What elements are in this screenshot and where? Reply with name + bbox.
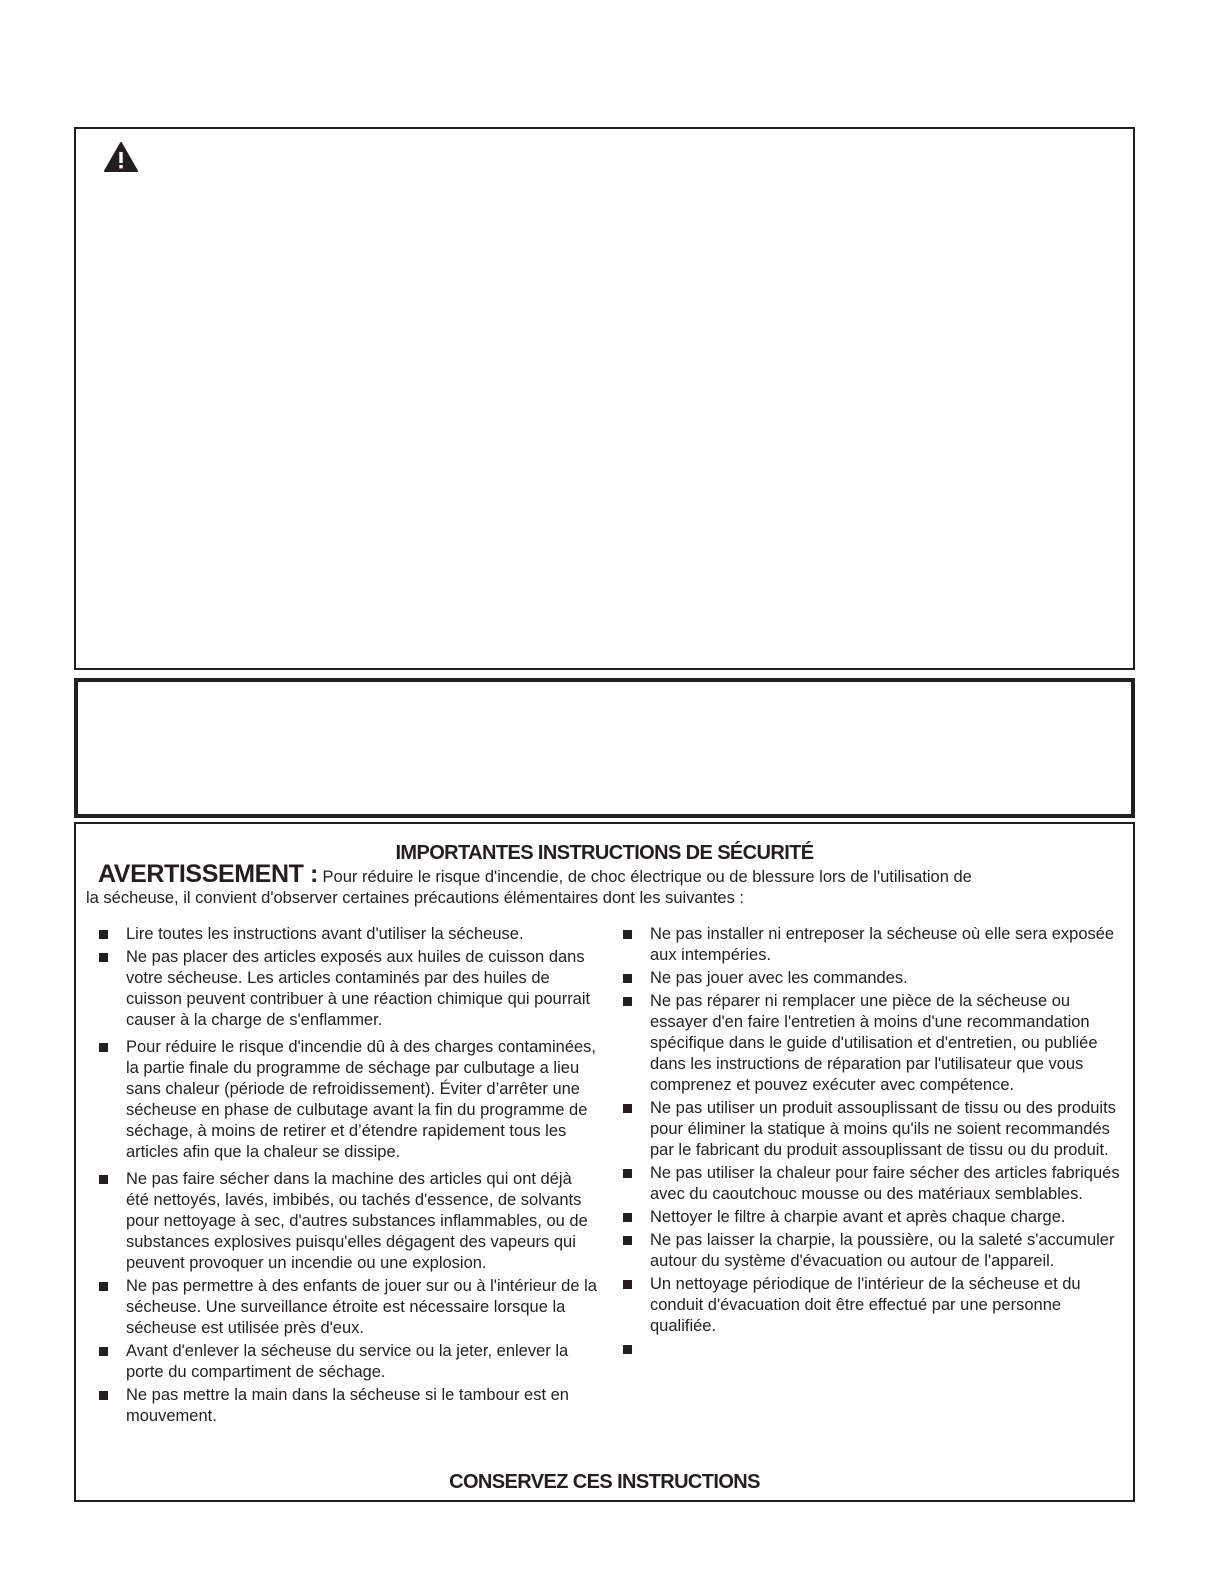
square-bullet-icon (623, 1104, 632, 1113)
list-item: Nettoyer le filtre à charpie avant et après chaque charge. (622, 1207, 1122, 1228)
square-bullet-icon (99, 930, 108, 939)
square-bullet-icon (623, 1169, 632, 1178)
safety-alert-box (74, 127, 1135, 670)
safety-title: IMPORTANTES INSTRUCTIONS DE SÉCURITÉ (395, 842, 814, 864)
square-bullet-icon (623, 1236, 632, 1245)
list-item (622, 1339, 1122, 1360)
square-bullet-icon (99, 1043, 108, 1052)
square-bullet-icon (99, 1175, 108, 1184)
list-item: Ne pas réparer ni remplacer une pièce de la sécheuse ou essayer d'en faire l'entretien à moins d'une recommandation spécifique dans le guide d'utilisation et d'entretien, ou publiée dans les instructions de réparation par l'utilisateur que vous comprenez et pouvez exécuter avec compétence. (622, 991, 1122, 1096)
warning-intro (86, 860, 1108, 909)
square-bullet-icon (623, 997, 632, 1006)
left-instruction-list (98, 924, 598, 1429)
empty-notice-box (74, 678, 1135, 818)
list-item: Ne pas utiliser la chaleur pour faire sécher des articles fabriqués avec du caoutchouc mousse ou des matériaux semblables. (622, 1163, 1122, 1205)
warning-triangle-icon (103, 141, 139, 173)
right-instruction-list (622, 924, 1122, 1362)
square-bullet-icon (623, 1213, 632, 1222)
list-item: Ne pas permettre à des enfants de jouer sur ou à l'intérieur de la sécheuse. Une surveillance étroite est nécessaire lorsque la sécheuse est utilisée près d'eux. (98, 1276, 598, 1339)
square-bullet-icon (99, 1347, 108, 1356)
square-bullet-icon (623, 1345, 632, 1354)
list-item: Un nettoyage périodique de l'intérieur de la sécheuse et du conduit d'évacuation doit être effectué par une personne qualifiée. (622, 1274, 1122, 1337)
list-item: Ne pas installer ni entreposer la sécheuse où elle sera exposée aux intempéries. (622, 924, 1122, 966)
save-instructions-footer: CONSERVEZ CES INSTRUCTIONS (449, 1471, 760, 1493)
square-bullet-icon (99, 953, 108, 962)
list-item: Ne pas faire sécher dans la machine des articles qui ont déjà été nettoyés, lavés, imbibés, ou tachés d'essence, de solvants pour nettoyage à sec, d'autres substances inflammables, ou de substances explosives puisqu'elles dégagent des vapeurs qui peuvent provoquer un incendie ou une explosion. (98, 1169, 598, 1274)
safety-instructions-box (74, 822, 1135, 1502)
list-item: Ne pas laisser la charpie, la poussière, ou la saleté s'accumuler autour du système d'évacuation ou autour de l'appareil. (622, 1230, 1122, 1272)
warning-word: AVERTISSEMENT : (98, 860, 318, 888)
square-bullet-icon (623, 1280, 632, 1289)
square-bullet-icon (623, 930, 632, 939)
list-item: Ne pas placer des articles exposés aux huiles de cuisson dans votre sécheuse. Les articles contaminés par des huiles de cuisson peuvent contribuer à une réaction chimique qui pourrait causer à la charge de s'enflammer. (98, 947, 598, 1031)
list-item: Ne pas jouer avec les commandes. (622, 968, 1122, 989)
list-item: Ne pas utiliser un produit assouplissant de tissu ou des produits pour éliminer la statique à moins qu'ils ne soient recommandés par le fabricant du produit assouplissant de tissu ou du produit. (622, 1098, 1122, 1161)
square-bullet-icon (99, 1282, 108, 1291)
intro-line-2: la sécheuse, il convient d'observer certaines précautions élémentaires dont les suivantes : (86, 889, 745, 907)
square-bullet-icon (623, 974, 632, 983)
list-item: Lire toutes les instructions avant d'utiliser la sécheuse. (98, 924, 598, 945)
list-item: Pour réduire le risque d'incendie dû à des charges contaminées, la partie finale du programme de séchage par culbutage a lieu sans chaleur (période de refroidissement). Éviter d’arrêter une sécheuse en phase de culbutage avant la fin du programme de séchage, à moins de retirer et d’étendre rapidement tous les articles afin que la chaleur se dissipe. (98, 1037, 598, 1163)
square-bullet-icon (99, 1391, 108, 1400)
intro-line-1: Pour réduire le risque d'incendie, de choc électrique ou de blessure lors de l'utilisation de (322, 868, 972, 886)
list-item: Ne pas mettre la main dans la sécheuse si le tambour est en mouvement. (98, 1385, 598, 1427)
list-item: Avant d'enlever la sécheuse du service ou la jeter, enlever la porte du compartiment de séchage. (98, 1341, 598, 1383)
